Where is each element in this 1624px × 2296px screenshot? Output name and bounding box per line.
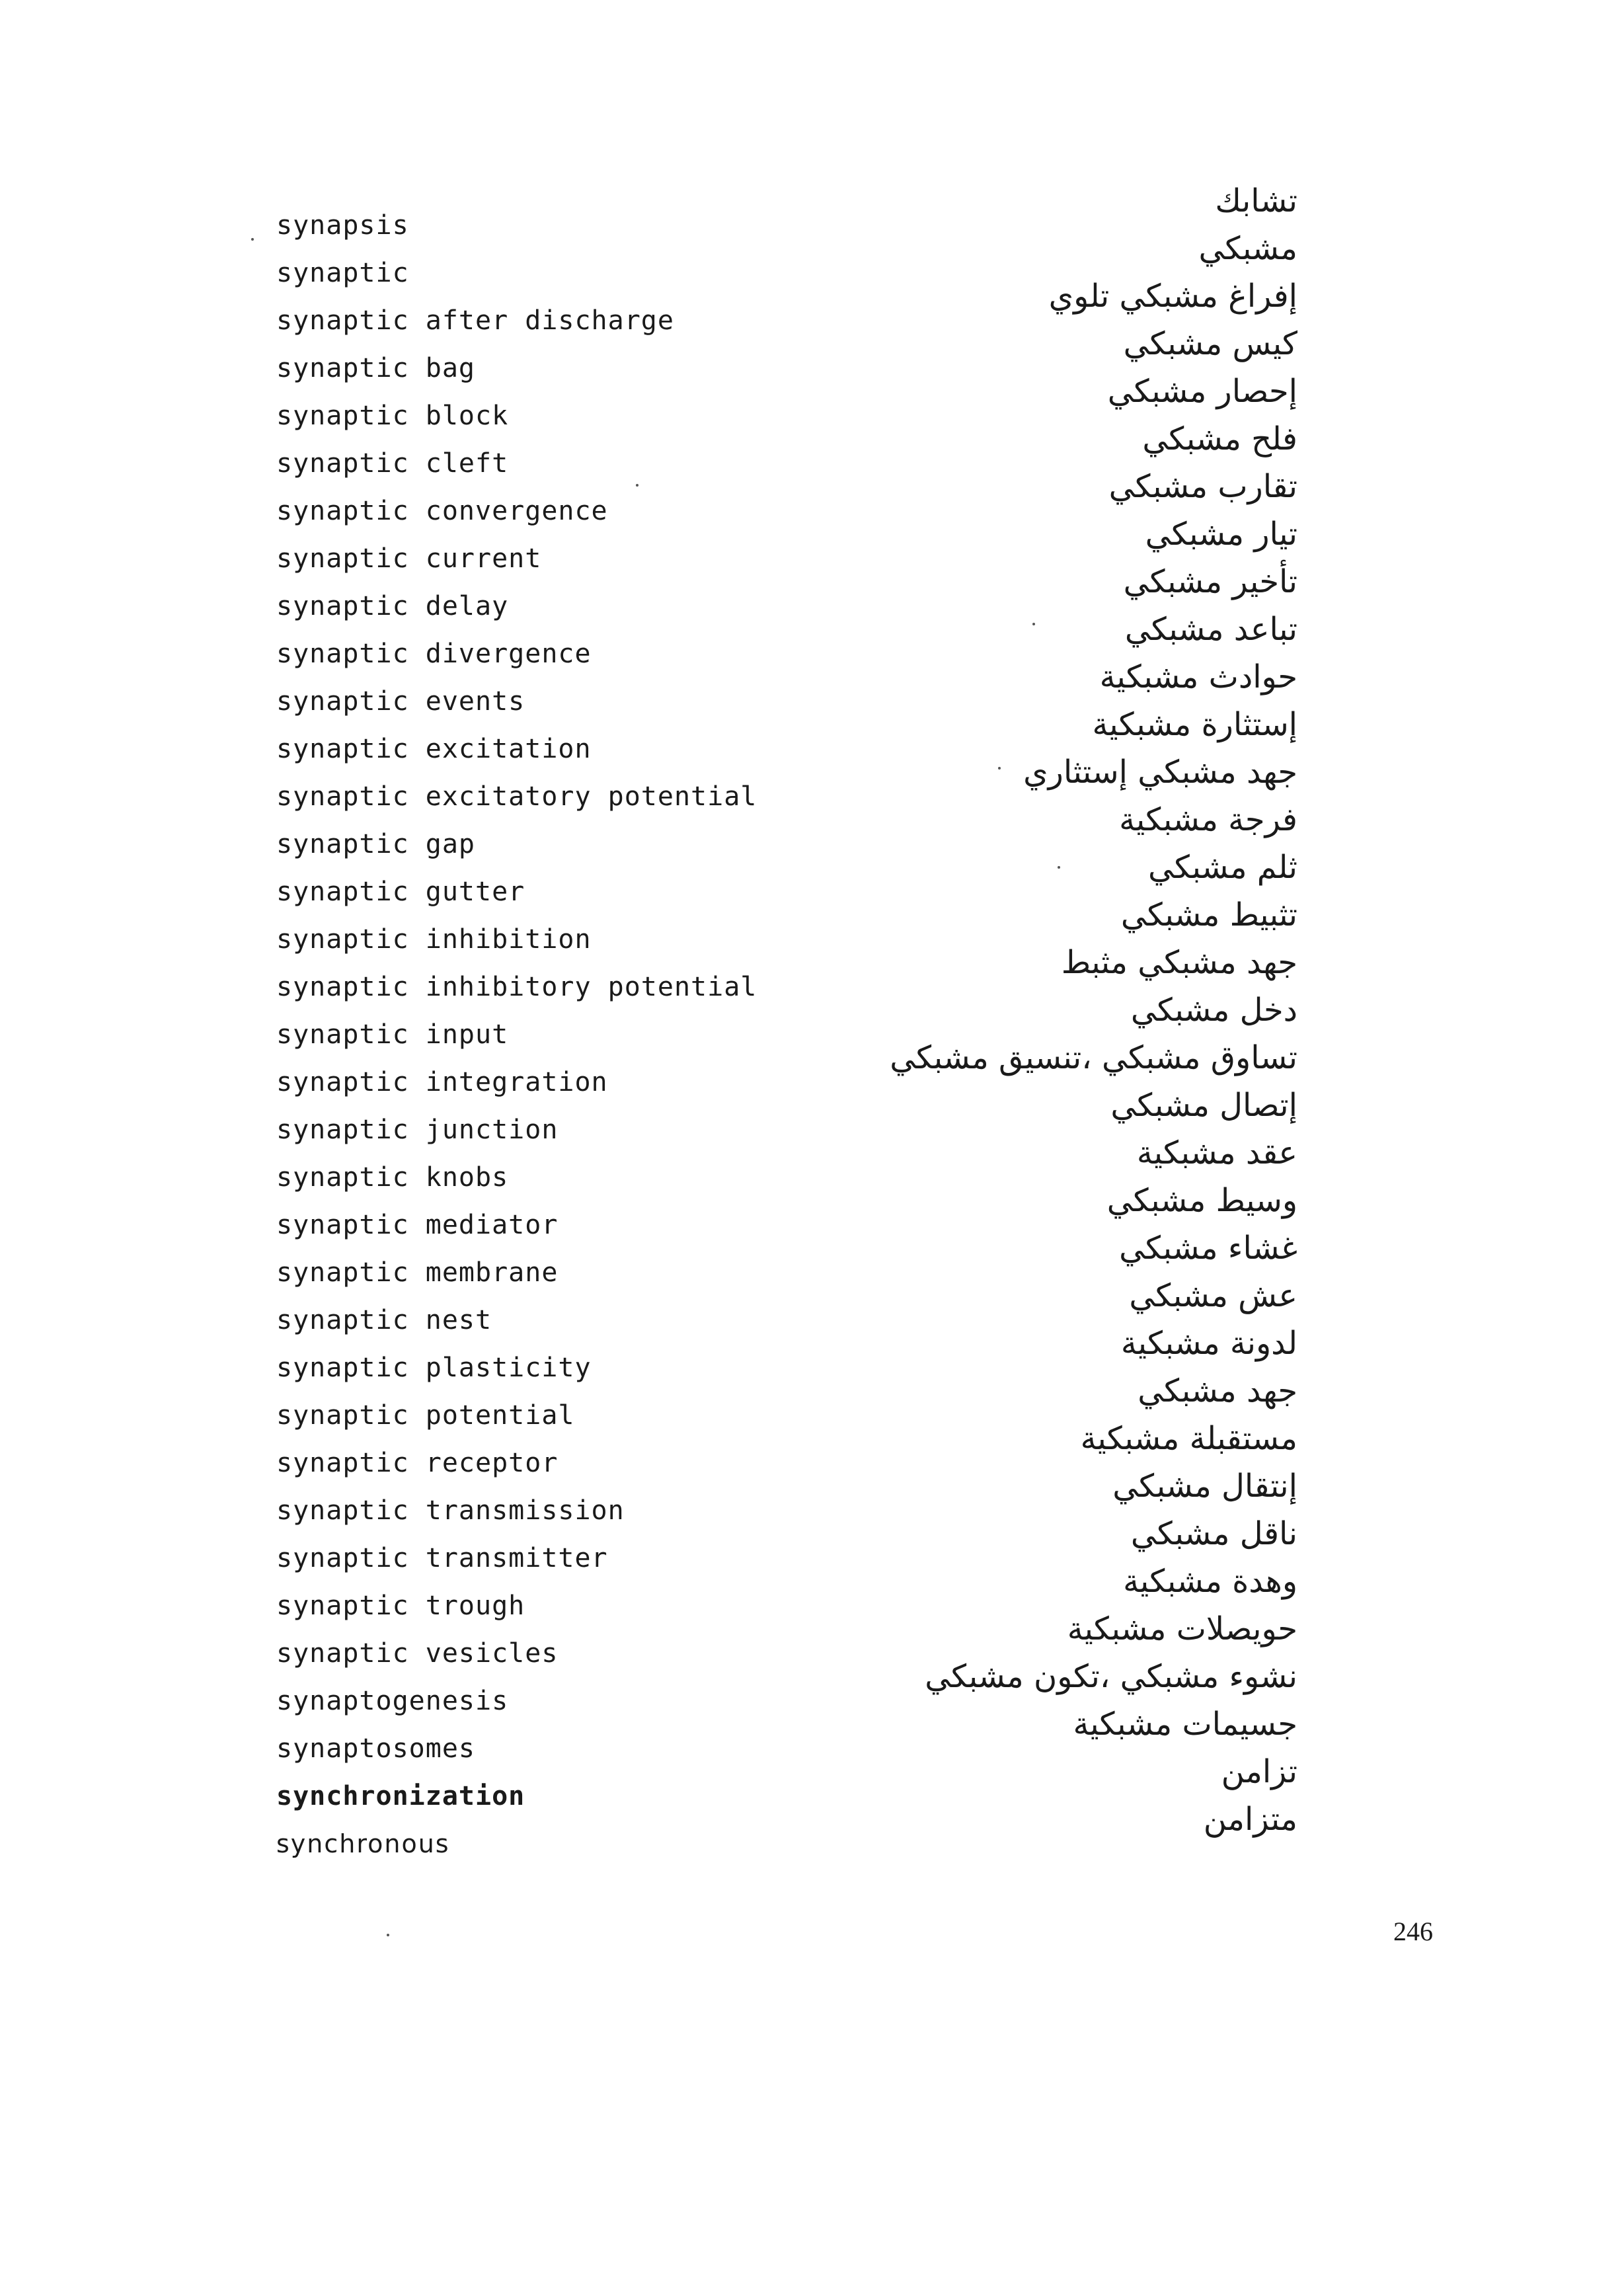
english-term: synaptic (276, 258, 409, 288)
arabic-term: كيس مشبكي (1123, 325, 1297, 362)
english-term: synchronization (276, 1781, 525, 1811)
arabic-term: ثلم مشبكي (1148, 849, 1297, 886)
arabic-term: تساوق مشبكي ،تنسيق مشبكي (890, 1039, 1297, 1076)
scan-speck (251, 238, 254, 241)
english-term: synaptosomes (276, 1733, 475, 1764)
arabic-term: متزامن (1203, 1801, 1297, 1838)
arabic-term: جهد مشبكي إستثاري (1023, 754, 1297, 791)
scan-speck (1032, 623, 1035, 625)
english-term: synaptic transmitter (276, 1543, 608, 1573)
arabic-term: دخل مشبكي (1130, 992, 1297, 1029)
english-term: synaptic membrane (276, 1257, 559, 1288)
english-term: synaptic convergence (276, 496, 608, 526)
arabic-term: تأخير مشبكي (1123, 563, 1297, 600)
english-term: synaptic mediator (276, 1210, 559, 1240)
arabic-term: غشاء مشبكي (1119, 1230, 1297, 1267)
arabic-term: نشوء مشبكي ،تكون مشبكي (925, 1658, 1297, 1695)
arabic-terms-column (570, 177, 1297, 1843)
arabic-term: حويصلات مشبكية (1067, 1610, 1297, 1647)
english-term: synaptic transmission (276, 1495, 625, 1526)
english-term: synaptic potential (276, 1400, 575, 1431)
english-term: synaptic trough (276, 1591, 525, 1621)
arabic-term: تباعد مشبكي (1124, 611, 1297, 648)
arabic-term: وسيط مشبكي (1106, 1182, 1297, 1219)
arabic-term: إستثارة مشبكية (1092, 706, 1297, 743)
arabic-term: تزامن (1221, 1753, 1297, 1790)
arabic-term: ناقل مشبكي (1130, 1515, 1297, 1552)
arabic-term: إنتقال مشبكي (1112, 1468, 1297, 1505)
english-term: synaptic divergence (276, 639, 592, 669)
english-term: synaptic integration (276, 1067, 608, 1097)
english-term: synaptic excitatory potential (276, 781, 757, 812)
arabic-term: لدونة مشبكية (1120, 1325, 1297, 1362)
scan-speck (998, 767, 1001, 770)
english-term: synaptic delay (276, 591, 509, 621)
english-term: synaptic gutter (276, 877, 525, 907)
arabic-term: مشبكي (1198, 230, 1297, 267)
english-term: synaptic bag (276, 353, 475, 383)
english-term: synaptic after discharge (276, 305, 674, 336)
english-term: synaptic inhibitory potential (276, 972, 757, 1002)
english-term: synaptic receptor (276, 1448, 559, 1478)
english-term: synaptic cleft (276, 448, 509, 479)
arabic-term: إفراغ مشبكي تلوي (1048, 278, 1297, 315)
arabic-term: إحصار مشبكي (1107, 373, 1297, 410)
english-term: synaptic current (276, 543, 542, 574)
arabic-term: جهد مشبكي مثبط (1061, 944, 1297, 981)
scan-speck (636, 484, 638, 487)
arabic-term: إتصال مشبكي (1110, 1087, 1297, 1124)
english-term: synaptic plasticity (276, 1353, 592, 1383)
english-term: synaptic events (276, 686, 525, 717)
english-term: synaptic inhibition (276, 924, 592, 955)
arabic-term: جسيمات مشبكية (1073, 1706, 1297, 1743)
arabic-term: فلح مشبكي (1142, 420, 1297, 457)
arabic-term: تثبيط مشبكي (1120, 896, 1297, 933)
arabic-term: وهدة مشبكية (1123, 1563, 1297, 1600)
english-term: synaptic input (276, 1019, 509, 1050)
english-term: synaptic gap (276, 829, 475, 859)
english-term: synaptic knobs (276, 1162, 509, 1193)
arabic-term: حوادث مشبكية (1099, 658, 1297, 695)
arabic-term: مستقبلة مشبكية (1080, 1420, 1297, 1457)
english-term: synaptic excitation (276, 734, 592, 764)
scan-speck (387, 1934, 389, 1936)
arabic-term: جهد مشبكي (1138, 1372, 1297, 1409)
arabic-term: تشابك (1215, 182, 1297, 219)
english-term: synaptic nest (276, 1305, 492, 1335)
arabic-term: تقارب مشبكي (1108, 468, 1297, 505)
english-term: synaptic vesicles (276, 1638, 559, 1669)
arabic-term: تيار مشبكي (1145, 516, 1297, 553)
english-term: synchronous (276, 1829, 450, 1858)
page-number: 246 (1393, 1917, 1433, 1946)
arabic-term: فرجة مشبكية (1119, 801, 1297, 838)
arabic-term: عقد مشبكية (1136, 1134, 1297, 1171)
english-term: synaptic junction (276, 1115, 559, 1145)
english-term: synaptic block (276, 401, 509, 431)
arabic-term: عش مشبكي (1129, 1277, 1297, 1314)
english-term: synaptogenesis (276, 1686, 509, 1716)
english-term: synapsis (276, 210, 409, 241)
scan-speck (1058, 866, 1060, 869)
